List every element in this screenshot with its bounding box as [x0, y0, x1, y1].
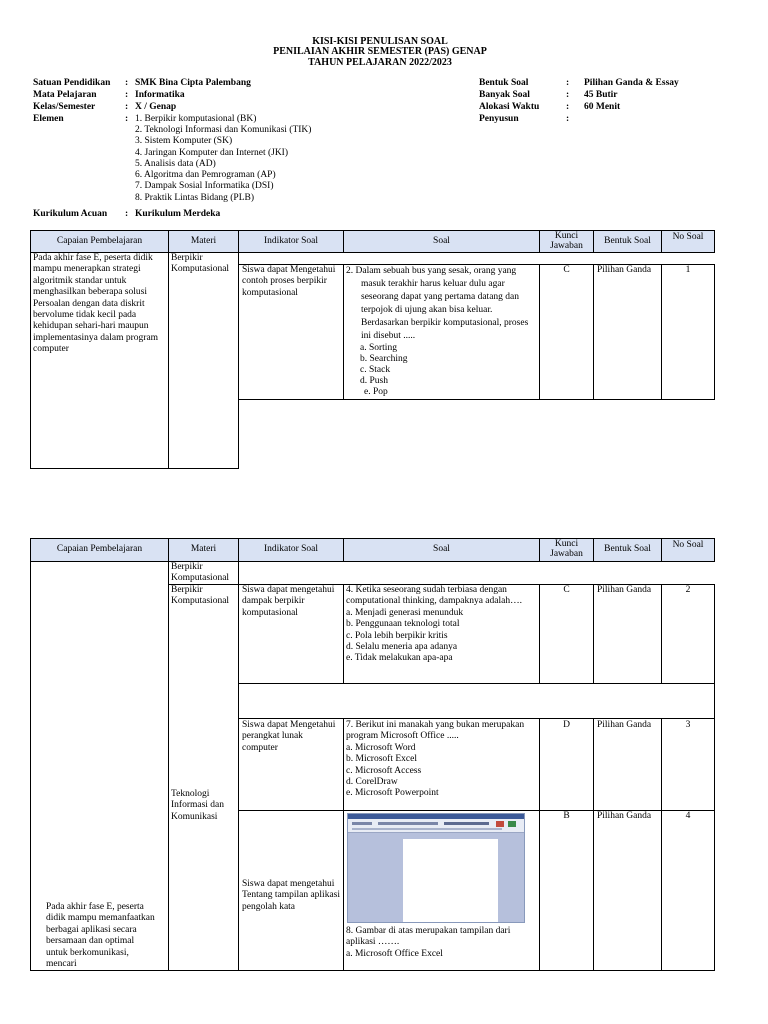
t1-indikator: Siswa dapat Mengetahui contoh proses berpikir komputasional — [242, 265, 336, 298]
info-label-banyak: Banyak Soal — [479, 90, 530, 100]
elemen-item-2: 2. Teknologi Informasi dan Komunikasi (TIK) — [135, 125, 312, 135]
t2-materi-tik: Teknologi Informasi dan Komunikasi — [171, 789, 225, 822]
t1-capaian: Pada akhir fase E, peserta didik mampu menerapkan strategi algoritmik standar untuk menghasilkan beberapa solusi Persoalan dengan data diskrit bervolume tidak kecil pada kehidupan sehari-hari maupun implementasinya dalam program computer — [33, 253, 159, 355]
info-label-penyusun: Penyusun — [479, 114, 519, 124]
info-label-elemen: Elemen — [33, 114, 64, 124]
option-b: b. Searching — [360, 354, 408, 365]
t2-r2-no: 3 — [685, 720, 691, 730]
t2-r3-soal — [346, 926, 538, 960]
t2-materi-top: Berpikir Komputasional — [171, 562, 230, 584]
soal-line: computational thinking, dampaknya adalah…. — [346, 596, 522, 607]
t1-kunci: C — [563, 265, 570, 275]
soal-line: 4. Ketika seseorang sudah terbiasa dengan — [346, 585, 507, 595]
info-value-satuan: SMK Bina Cipta Palembang — [135, 78, 251, 88]
soal-line: a. Microsoft Office Excel — [346, 948, 443, 959]
th-no: No Soal — [661, 538, 715, 562]
soal-line: seseorang dapat yang pertama datang dan — [361, 292, 520, 302]
elemen-item-7: 7. Dampak Sosial Informatika (DSI) — [135, 181, 274, 191]
info-value-kelas: X / Genap — [135, 102, 177, 112]
th-capaian: Capaian Pembelajaran — [30, 230, 169, 253]
soal-line: ini disebut ..... — [361, 331, 416, 341]
info-label-kelas: Kelas/Semester — [33, 102, 96, 112]
t2-r2-kunci: D — [563, 720, 570, 730]
info-sep: : — [125, 114, 129, 124]
soal-line: 2. Dalam sebuah bus yang sesak, orang yang — [346, 266, 517, 276]
th-materi: Materi — [168, 538, 239, 562]
soal-line: masuk terakhir harus keluar dulu agar — [361, 279, 505, 289]
t2-r2-indikator: Siswa dapat Mengetahui perangkat lunak computer — [242, 720, 336, 753]
doc-title-line-1: KISI-KISI PENULISAN SOAL — [312, 36, 448, 47]
soal-line: 7. Berikut ini manakah yang bukan merupakan — [346, 720, 525, 730]
soal-line: c. Microsoft Access — [346, 765, 422, 776]
info-value-banyak: 45 Butir — [584, 90, 618, 100]
soal-line: a. Menjadi generasi menunduk — [346, 607, 464, 618]
th-indikator: Indikator Soal — [238, 230, 344, 253]
t2-r1-no: 2 — [685, 585, 691, 595]
info-value-mapel: Informatika — [135, 90, 185, 100]
info-sep: : — [566, 78, 570, 88]
t1-materi: Berpikir Komputasional — [171, 253, 230, 275]
soal-line: d. Selalu meneria apa adanya — [346, 641, 458, 652]
t2-r1-kunci: C — [563, 585, 570, 595]
t2-r1-soal — [346, 585, 538, 665]
option-c: c. Stack — [360, 365, 391, 376]
t2-r2-bentuk: Pilihan Ganda — [597, 720, 652, 730]
elemen-item-1: 1. Berpikir komputasional (BK) — [135, 114, 257, 124]
option-a: a. Sorting — [360, 343, 397, 353]
th-bentuk: Bentuk Soal — [593, 538, 662, 562]
soal-line: 8. Gambar di atas merupakan tampilan dari — [346, 926, 511, 936]
screenshot-page — [403, 839, 498, 923]
th-kunci: Kunci Jawaban — [539, 230, 594, 253]
t2-materi-bk: Berpikir Komputasional — [171, 585, 230, 607]
soal-line: d. CorelDraw — [346, 776, 398, 787]
elemen-item-3: 3. Sistem Komputer (SK) — [135, 136, 233, 146]
info-label-bentuk: Bentuk Soal — [479, 78, 529, 88]
elemen-item-6: 6. Algoritma dan Pemrograman (AP) — [135, 170, 276, 180]
doc-title-line-2: PENILAIAN AKHIR SEMESTER (PAS) GENAP — [273, 46, 487, 57]
info-sep: : — [125, 78, 129, 88]
info-sep: : — [125, 90, 129, 100]
soal-line: terpojok di ujung akan bisa keluar. — [361, 305, 493, 315]
th-soal: Soal — [343, 538, 540, 562]
soal-line: a. Microsoft Word — [346, 742, 416, 753]
doc-title-line-3: TAHUN PELAJARAN 2022/2023 — [308, 57, 452, 68]
info-value-bentuk: Pilihan Ganda & Essay — [584, 78, 679, 88]
t2-capaian: Pada akhir fase E, peserta didik mampu memanfaatkan berbagai aplikasi secara bersamaan dan optimal untuk berkomunikasi, mencari — [46, 902, 155, 969]
option-e: e. Pop — [364, 387, 388, 398]
info-value-alokasi: 60 Menit — [584, 102, 621, 112]
soal-line: aplikasi ……. — [346, 937, 400, 948]
info-label-mapel: Mata Pelajaran — [33, 90, 97, 100]
info-sep: : — [566, 102, 570, 112]
option-d: d. Push — [360, 376, 388, 387]
t2-r3-kunci: B — [563, 811, 570, 821]
soal-line: e. Tidak melakukan apa-apa — [346, 653, 453, 664]
soal-line: c. Pola lebih berpikir kritis — [346, 630, 448, 641]
info-sep: : — [125, 102, 129, 112]
info-sep: : — [125, 209, 129, 219]
t2-r3-bentuk: Pilihan Ganda — [597, 811, 652, 821]
t2-r3-no: 4 — [685, 811, 691, 821]
elemen-item-8: 8. Praktik Lintas Bidang (PLB) — [135, 193, 255, 203]
t2-r1-bentuk: Pilihan Ganda — [597, 585, 652, 595]
elemen-item-5: 5. Analisis data (AD) — [135, 159, 216, 169]
t1-options — [360, 343, 530, 398]
elemen-item-4: 4. Jaringan Komputer dan Internet (JKI) — [135, 148, 289, 158]
info-sep: : — [566, 114, 570, 124]
t2-r1-indikator: Siswa dapat mengetahui dampak berpikir komputasional — [242, 585, 335, 618]
th-materi: Materi — [168, 230, 239, 253]
t1-no: 1 — [685, 265, 691, 275]
t2-r3-indikator: Siswa dapat mengetahui Tentang tampilan aplikasi pengolah kata — [242, 879, 341, 912]
soal-line: b. Penggunaan teknologi total — [346, 619, 460, 630]
th-soal: Soal — [343, 230, 540, 253]
soal-line: program Microsoft Office ..... — [346, 731, 459, 742]
word-processor-screenshot — [347, 813, 525, 923]
soal-line: Berdasarkan berpikir komputasional, proses — [361, 318, 529, 328]
info-label-satuan: Satuan Pendidikan — [33, 78, 111, 88]
info-sep: : — [566, 90, 570, 100]
info-label-kurikulum: Kurikulum Acuan — [33, 209, 108, 219]
soal-line: e. Microsoft Powerpoint — [346, 788, 439, 799]
th-indikator: Indikator Soal — [238, 538, 344, 562]
th-no: No Soal — [661, 230, 715, 253]
t1-bentuk: Pilihan Ganda — [597, 265, 652, 275]
info-value-kurikulum: Kurikulum Merdeka — [135, 209, 221, 219]
soal-line: b. Microsoft Excel — [346, 754, 417, 765]
th-kunci: Kunci Jawaban — [539, 538, 594, 562]
th-capaian: Capaian Pembelajaran — [30, 538, 169, 562]
th-bentuk: Bentuk Soal — [593, 230, 662, 253]
t2-r2-soal — [346, 720, 538, 800]
info-label-alokasi: Alokasi Waktu — [479, 102, 540, 112]
screenshot-ribbon — [348, 819, 525, 833]
t1-soal — [346, 265, 538, 343]
